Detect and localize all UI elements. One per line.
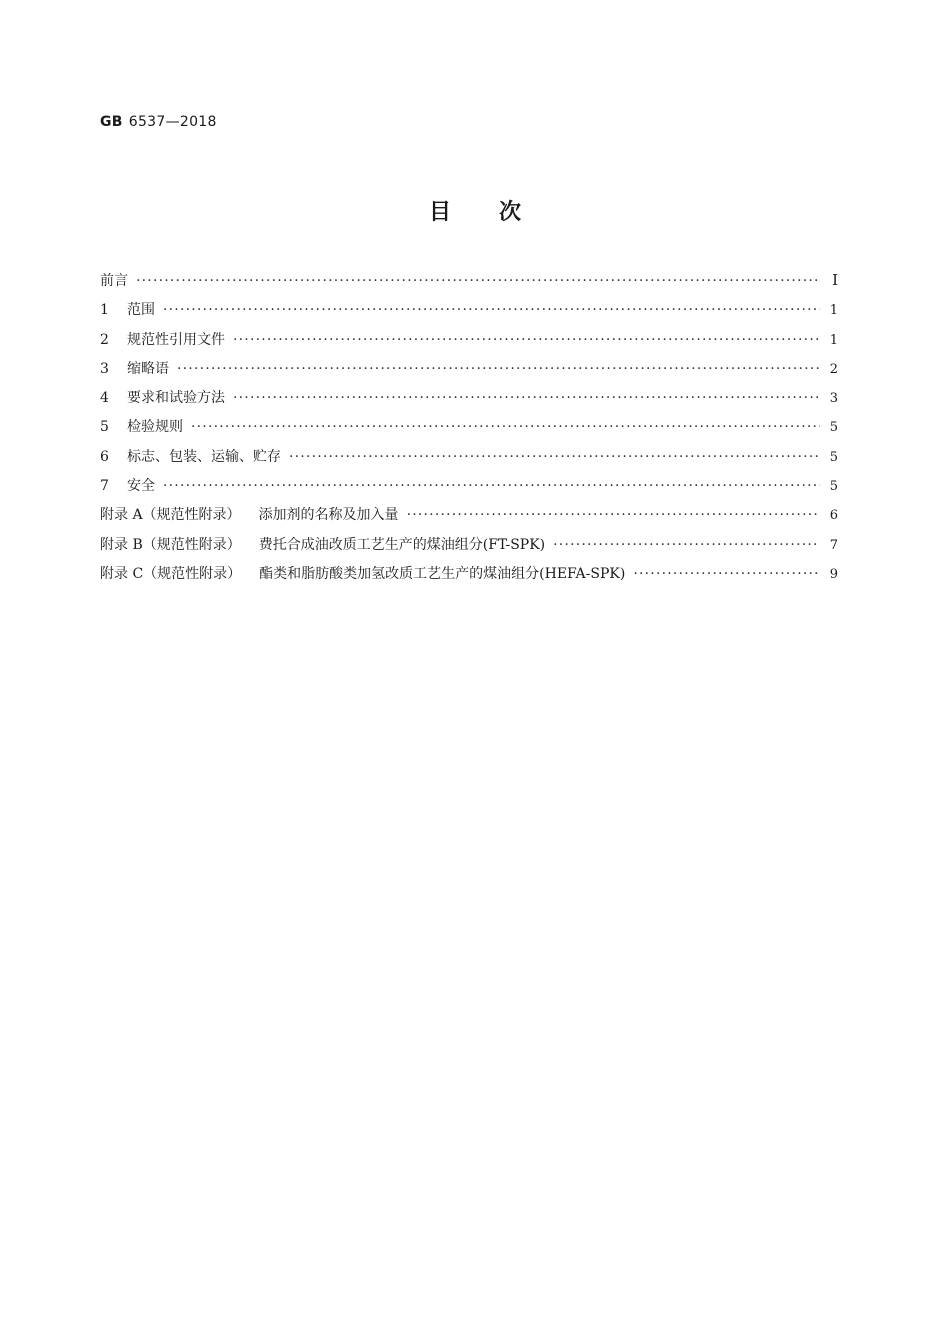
toc-entry-number: 1: [100, 302, 109, 319]
toc-entry-label: 前言: [100, 273, 128, 289]
standard-number: [100, 114, 217, 130]
toc-leader-dots: [233, 390, 820, 406]
toc-entry-marking-packaging[interactable]: [100, 446, 838, 475]
toc-leader-dots: [163, 478, 820, 494]
toc-leader-dots: [191, 419, 820, 435]
table-of-contents: [100, 270, 838, 592]
toc-leader-dots: [136, 273, 820, 289]
toc-entry-label: 标志、包装、运输、贮存: [127, 448, 281, 465]
toc-entry-label: 检验规则: [127, 419, 183, 436]
toc-entry-safety[interactable]: [100, 475, 838, 504]
toc-page-number: 1: [829, 303, 838, 319]
toc-entry-label: 要求和试验方法: [127, 390, 225, 407]
toc-entry-label: 添加剂的名称及加入量: [258, 507, 399, 524]
toc-entry-number: 4: [100, 390, 109, 407]
toc-entry-label: 安全: [127, 478, 155, 495]
toc-entry-inspection-rules[interactable]: [100, 416, 838, 445]
toc-page-number: 3: [829, 391, 838, 407]
toc-leader-dots: [163, 302, 820, 318]
appendix-prefix: 附录 B（规范性附录）: [100, 536, 241, 553]
toc-entry-appendix-c[interactable]: [100, 563, 838, 592]
toc-page-number: 5: [829, 449, 838, 465]
toc-entry-label: 范围: [127, 302, 155, 319]
standard-code: GB: [100, 114, 123, 130]
toc-entry-label: 规范性引用文件: [127, 331, 225, 348]
standard-year-number: 6537—2018: [128, 114, 217, 130]
toc-entry-appendix-b[interactable]: [100, 534, 838, 563]
toc-entry-label: 缩略语: [127, 360, 169, 377]
toc-page-number: 5: [829, 420, 838, 436]
appendix-prefix: 附录 C（规范性附录）: [100, 565, 242, 582]
toc-entry-number: 3: [100, 360, 109, 377]
toc-leader-dots: [633, 566, 820, 582]
toc-entry-label: 酯类和脂肪酸类加氢改质工艺生产的煤油组分(HEFA-SPK): [259, 565, 626, 582]
toc-entry-abbreviations[interactable]: [100, 358, 838, 387]
toc-entry-appendix-a[interactable]: [100, 504, 838, 533]
page-title: 目次: [428, 200, 569, 225]
toc-leader-dots: [289, 449, 820, 465]
toc-entry-number: 2: [100, 331, 109, 348]
toc-page-number: Ⅰ: [832, 271, 838, 289]
toc-entry-requirements[interactable]: [100, 387, 838, 416]
toc-entry-number: 7: [100, 478, 109, 495]
toc-page-number: 7: [829, 537, 838, 553]
toc-entry-scope[interactable]: [100, 299, 838, 328]
toc-leader-dots: [553, 537, 820, 553]
toc-leader-dots: [407, 507, 820, 523]
toc-page-number: 9: [829, 566, 838, 582]
toc-page-number: 5: [829, 479, 838, 495]
toc-entry-number: 5: [100, 419, 109, 436]
toc-leader-dots: [177, 361, 820, 377]
toc-entry-foreword[interactable]: [100, 270, 838, 299]
toc-page-number: 1: [829, 332, 838, 348]
toc-page-number: 6: [829, 508, 838, 524]
toc-entry-label: 费托合成油改质工艺生产的煤油组分(FT-SPK): [258, 536, 546, 553]
toc-page-number: 2: [829, 361, 838, 377]
toc-leader-dots: [233, 332, 820, 348]
toc-entry-normative-references[interactable]: [100, 329, 838, 358]
toc-entry-number: 6: [100, 448, 109, 465]
appendix-prefix: 附录 A（规范性附录）: [100, 507, 241, 524]
